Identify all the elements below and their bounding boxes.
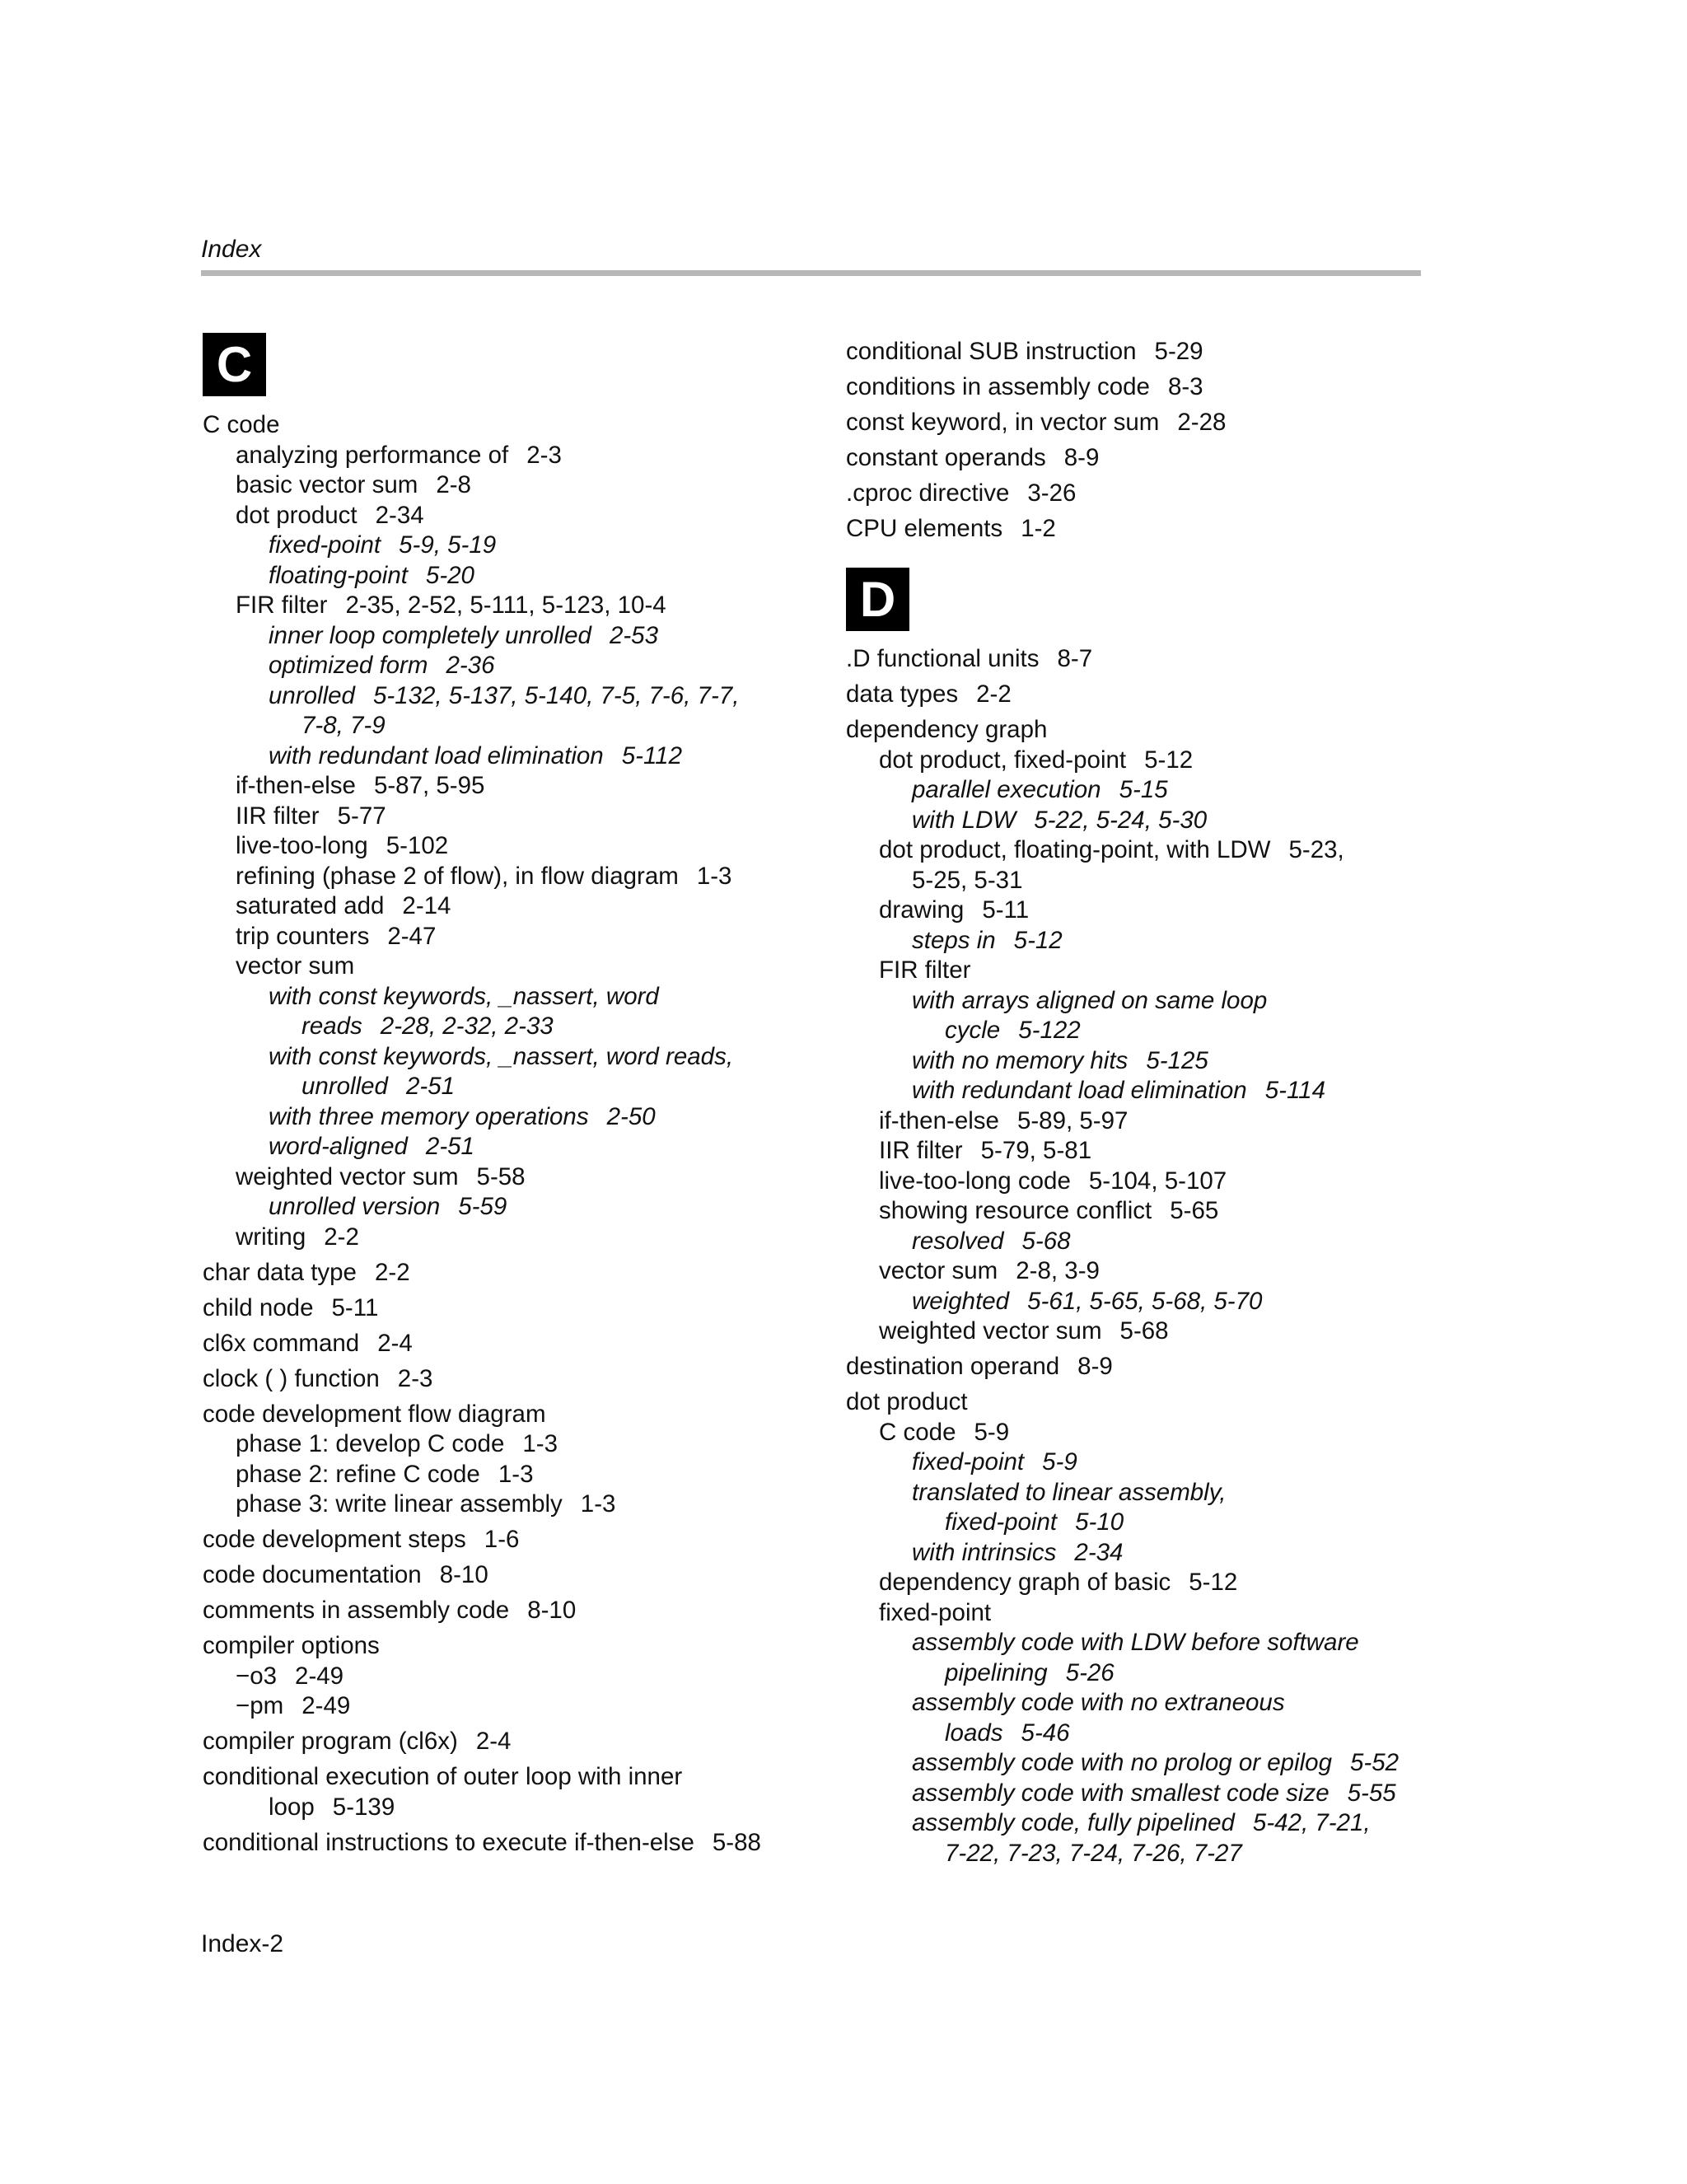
index-term: 7-22, 7-23, 7-24, 7-26, 7-27 — [945, 1840, 1242, 1867]
section-letter-c: C — [203, 333, 266, 396]
index-entry — [846, 442, 1099, 473]
index-term: vector sum — [879, 1257, 998, 1284]
index-entry — [846, 1045, 1208, 1076]
index-entry — [846, 1387, 968, 1417]
index-entry — [846, 643, 1092, 674]
index-term: with redundant load elimination — [269, 742, 604, 769]
index-term: IIR filter — [879, 1137, 963, 1164]
index-page-refs: 5-112 — [621, 742, 682, 769]
index-entry — [203, 1726, 511, 1756]
index-entry — [846, 1106, 1128, 1136]
index-entry — [203, 1101, 656, 1132]
index-term: constant operands — [846, 444, 1046, 471]
index-term: floating-point — [269, 562, 408, 589]
index-term: CPU elements — [846, 515, 1003, 542]
index-entry — [203, 1630, 380, 1661]
index-page-refs: 5-26 — [1065, 1659, 1115, 1686]
index-entry — [203, 440, 562, 470]
index-term: assembly code with no extraneous — [912, 1689, 1285, 1716]
index-term: resolved — [912, 1228, 1004, 1255]
index-entry — [203, 1041, 733, 1072]
index-page-refs: 5-61, 5-65, 5-68, 5-70 — [1027, 1288, 1263, 1315]
index-term: .D functional units — [846, 645, 1040, 672]
index-term: with three memory operations — [269, 1103, 589, 1130]
index-page-refs: 5-58 — [476, 1163, 526, 1190]
index-entry — [203, 500, 424, 531]
index-page-refs: 2-49 — [295, 1663, 344, 1690]
index-page-refs: 5-46 — [1021, 1719, 1070, 1747]
index-term: fixed-point — [945, 1508, 1058, 1536]
index-page-refs: 5-42, 7-21, — [1252, 1809, 1371, 1836]
index-entry — [846, 1166, 1227, 1196]
index-page-refs: 2-14 — [402, 892, 451, 919]
index-term: char data type — [203, 1259, 357, 1286]
index-entry — [203, 951, 354, 981]
index-term: dependency graph of basic — [879, 1569, 1171, 1596]
index-entry — [203, 530, 496, 560]
index-page-refs: 1-3 — [580, 1490, 616, 1518]
index-term: if-then-else — [236, 772, 356, 799]
index-entry — [846, 1286, 1262, 1316]
index-term: destination operand — [846, 1353, 1060, 1380]
index-term: assembly code with smallest code size — [912, 1779, 1330, 1807]
index-entry — [203, 1399, 546, 1429]
index-page-refs: 1-3 — [522, 1430, 558, 1457]
index-page-refs: 5-29 — [1154, 338, 1203, 365]
index-entry — [203, 801, 386, 831]
index-page-refs: 5-23, — [1288, 836, 1344, 863]
index-term: cycle — [945, 1017, 1001, 1044]
index-entry — [203, 1162, 526, 1192]
index-page-refs: 8-3 — [1167, 373, 1203, 400]
index-entry — [846, 407, 1226, 437]
index-term: fixed-point — [269, 531, 381, 559]
index-entry — [846, 1195, 1218, 1226]
index-entry — [203, 830, 448, 861]
index-page-refs: 5-55 — [1347, 1779, 1396, 1807]
running-head: Index — [201, 236, 262, 263]
index-term: phase 3: write linear assembly — [236, 1490, 563, 1518]
index-term: code development flow diagram — [203, 1401, 546, 1428]
index-entry — [203, 1761, 682, 1792]
index-term: drawing — [879, 896, 965, 924]
index-page-refs: 5-20 — [425, 562, 474, 589]
index-page-refs: 8-9 — [1063, 444, 1100, 471]
index-entry — [203, 1071, 455, 1101]
index-term: assembly code with no prolog or epilog — [912, 1749, 1332, 1776]
index-entry — [203, 981, 659, 1012]
index-entry — [846, 774, 1168, 805]
index-entry — [203, 590, 666, 620]
index-entry — [203, 770, 484, 801]
index-term: inner loop completely unrolled — [269, 622, 591, 649]
index-term: C code — [879, 1419, 956, 1446]
index-page-refs: 2-2 — [374, 1259, 410, 1286]
index-term: conditional SUB instruction — [846, 338, 1137, 365]
index-term: loads — [945, 1719, 1003, 1747]
index-entry — [846, 1838, 1242, 1868]
index-term: FIR filter — [879, 956, 971, 984]
index-page-refs: 5-87, 5-95 — [373, 772, 485, 799]
index-entry — [203, 650, 495, 680]
index-entry — [203, 861, 731, 891]
index-entry — [846, 1597, 991, 1628]
header-rule — [201, 270, 1421, 276]
index-page-refs: 5-15 — [1119, 776, 1168, 803]
index-page-refs: 5-102 — [386, 832, 449, 859]
index-term: phase 2: refine C code — [236, 1461, 480, 1488]
index-term: with no memory hits — [912, 1047, 1129, 1074]
index-entry — [846, 1351, 1113, 1382]
index-page-refs: 5-12 — [1144, 746, 1194, 774]
index-page-refs: 2-36 — [446, 652, 495, 679]
index-page-refs: 5-88 — [712, 1829, 761, 1856]
index-page-refs: 2-28 — [1177, 409, 1227, 436]
index-term: child node — [203, 1294, 314, 1321]
index-entry — [203, 1011, 554, 1041]
index-page-refs: 2-3 — [526, 442, 562, 469]
index-page-refs: 3-26 — [1027, 479, 1077, 507]
index-page-refs: 5-104, 5-107 — [1088, 1167, 1227, 1195]
index-entry — [203, 710, 386, 741]
index-page-refs: 2-8, 3-9 — [1016, 1257, 1100, 1284]
index-term: fixed-point — [912, 1448, 1025, 1475]
index-term: steps in — [912, 927, 996, 954]
index-page-refs: 5-22, 5-24, 5-30 — [1034, 807, 1208, 834]
index-entry — [846, 895, 1029, 925]
index-term: phase 1: develop C code — [236, 1430, 505, 1457]
index-term: C code — [203, 411, 280, 438]
index-entry — [846, 1627, 1359, 1658]
index-term: assembly code with LDW before software — [912, 1629, 1359, 1656]
index-term: saturated add — [236, 892, 385, 919]
index-term: live-too-long code — [879, 1167, 1071, 1195]
index-term: data types — [846, 680, 959, 708]
index-term: cl6x command — [203, 1330, 360, 1357]
index-term: with LDW — [912, 807, 1016, 834]
index-term: reads — [301, 1012, 362, 1040]
index-entry — [203, 1595, 576, 1625]
index-page-refs: 5-59 — [458, 1193, 507, 1220]
index-entry — [846, 1135, 1091, 1166]
index-entry — [846, 835, 1344, 865]
index-entry — [203, 560, 474, 591]
index-entry — [846, 714, 1047, 745]
index-term: unrolled version — [269, 1193, 441, 1220]
index-term: weighted vector sum — [879, 1317, 1102, 1345]
index-entry — [203, 891, 451, 921]
index-term: 5-25, 5-31 — [912, 867, 1023, 894]
index-term: −o3 — [236, 1663, 278, 1690]
index-term: dependency graph — [846, 716, 1048, 743]
index-page-refs: 2-28, 2-32, 2-33 — [380, 1012, 554, 1040]
index-page-refs: 5-12 — [1013, 927, 1063, 954]
index-term: comments in assembly code — [203, 1597, 510, 1624]
index-page-refs: 1-6 — [484, 1526, 520, 1553]
index-term: pipelining — [945, 1659, 1048, 1686]
index-term: translated to linear assembly, — [912, 1479, 1227, 1506]
index-page-refs: 1-3 — [498, 1461, 534, 1488]
index-entry — [846, 1537, 1123, 1568]
index-page-refs: 2-4 — [475, 1728, 512, 1755]
index-term: analyzing performance of — [236, 442, 509, 469]
index-entry — [846, 1658, 1115, 1688]
index-page-refs: 5-9 — [1042, 1448, 1077, 1475]
index-term: weighted — [912, 1288, 1010, 1315]
index-page-refs: 5-77 — [337, 802, 386, 830]
index-page-refs: 5-132, 5-137, 5-140, 7-5, 7-6, 7-7, — [372, 682, 740, 709]
index-term: writing — [236, 1223, 306, 1251]
index-page-refs: 2-47 — [387, 923, 437, 950]
index-entry — [203, 1191, 507, 1222]
index-term: clock ( ) function — [203, 1365, 380, 1392]
index-term: compiler program (cl6x) — [203, 1728, 458, 1755]
index-page-refs: 8-9 — [1077, 1353, 1113, 1380]
index-entry — [203, 470, 471, 500]
index-page-refs: 2-2 — [976, 680, 1012, 708]
index-entry — [846, 1015, 1081, 1045]
index-term: IIR filter — [236, 802, 320, 830]
index-term: dot product — [846, 1388, 968, 1415]
index-page-refs: 5-114 — [1264, 1077, 1325, 1104]
index-entry — [846, 513, 1056, 544]
index-term: conditional execution of outer loop with inner — [203, 1763, 683, 1790]
index-page-refs: 2-51 — [425, 1133, 474, 1160]
index-term: live-too-long — [236, 832, 368, 859]
index-entry — [203, 1363, 432, 1394]
index-term: with redundant load elimination — [912, 1077, 1247, 1104]
index-entry — [846, 955, 970, 985]
index-page-refs: 5-11 — [982, 896, 1030, 924]
index-entry — [203, 680, 739, 711]
index-term: unrolled — [301, 1073, 388, 1100]
index-page-refs: 8-10 — [527, 1597, 577, 1624]
index-entry — [203, 1560, 488, 1590]
index-entry — [846, 745, 1193, 775]
index-entry — [846, 865, 1022, 896]
index-entry — [203, 1792, 395, 1822]
index-term: code documentation — [203, 1561, 422, 1588]
index-entry — [203, 620, 658, 651]
index-entry — [203, 1827, 761, 1858]
index-entry — [846, 1417, 1009, 1447]
index-page-refs: 2-2 — [324, 1223, 359, 1251]
index-entry — [846, 1256, 1100, 1286]
index-term: dot product, floating-point, with LDW — [879, 836, 1271, 863]
index-entry — [846, 1075, 1325, 1106]
index-term: 7-8, 7-9 — [301, 712, 386, 739]
index-entry — [203, 1459, 533, 1490]
index-entry — [846, 336, 1203, 367]
index-entry — [203, 1489, 615, 1519]
index-page-refs: 2-49 — [301, 1692, 351, 1719]
index-entry — [203, 1328, 413, 1359]
index-page-refs: 5-89, 5-97 — [1016, 1107, 1129, 1134]
index-page-refs: 5-122 — [1018, 1017, 1081, 1044]
index-page-refs: 8-10 — [439, 1561, 488, 1588]
index-term: const keyword, in vector sum — [846, 409, 1160, 436]
index-page-refs: 1-2 — [1021, 515, 1056, 542]
index-term: conditions in assembly code — [846, 373, 1150, 400]
index-page-refs: 5-68 — [1119, 1317, 1169, 1345]
index-page-refs: 5-65 — [1170, 1197, 1219, 1224]
index-entry — [203, 1222, 359, 1252]
index-term: optimized form — [269, 652, 428, 679]
index-entry — [846, 1316, 1169, 1346]
index-page-refs: 1-3 — [696, 863, 732, 890]
index-page-refs: 2-3 — [397, 1365, 433, 1392]
index-term: dot product — [236, 502, 357, 529]
index-page-refs: 5-10 — [1075, 1508, 1124, 1536]
index-term: weighted vector sum — [236, 1163, 459, 1190]
index-term: conditional instructions to execute if-then-else — [203, 1829, 694, 1856]
index-page-refs: 2-35, 2-52, 5-111, 5-123, 10-4 — [345, 592, 666, 619]
index-entry — [203, 1691, 350, 1721]
index-term: FIR filter — [236, 592, 328, 619]
index-term: unrolled — [269, 682, 355, 709]
index-entry — [846, 478, 1076, 508]
index-page-refs: 2-53 — [609, 622, 658, 649]
index-term: if-then-else — [879, 1107, 999, 1134]
index-page-refs: 5-79, 5-81 — [980, 1137, 1092, 1164]
index-term: loop — [269, 1793, 315, 1821]
index-entry — [846, 372, 1203, 402]
section-letter-d: D — [846, 568, 909, 631]
index-entry — [203, 1661, 343, 1691]
index-term: showing resource conflict — [879, 1197, 1152, 1224]
index-page-refs: 2-51 — [405, 1073, 456, 1100]
index-term: dot product, fixed-point — [879, 746, 1127, 774]
index-term: fixed-point — [879, 1599, 992, 1626]
index-term: trip counters — [236, 923, 370, 950]
index-term: −pm — [236, 1692, 284, 1719]
index-entry — [203, 921, 436, 952]
index-term: compiler options — [203, 1632, 380, 1659]
index-entry — [846, 1477, 1227, 1508]
index-page-refs: 5-12 — [1189, 1569, 1238, 1596]
index-entry — [846, 1687, 1285, 1718]
index-page-refs: 5-68 — [1021, 1228, 1071, 1255]
index-page-refs: 2-34 — [1074, 1539, 1124, 1566]
index-term: .cproc directive — [846, 479, 1010, 507]
index-entry — [203, 1131, 474, 1162]
index-entry — [846, 1507, 1124, 1537]
index-entry — [846, 1718, 1070, 1748]
index-entry — [203, 1429, 558, 1459]
index-entry — [846, 925, 1063, 956]
index-entry — [846, 1226, 1071, 1256]
index-entry — [203, 1524, 519, 1555]
index-entry — [203, 1257, 410, 1288]
index-entry — [846, 679, 1012, 709]
index-term: with const keywords, _nassert, word — [269, 983, 659, 1010]
page-number: Index-2 — [201, 1930, 284, 1957]
index-page-refs: 5-9 — [974, 1419, 1010, 1446]
index-entry — [846, 1567, 1237, 1597]
index-page-refs: 5-9, 5-19 — [399, 531, 497, 559]
index-page-refs: 2-50 — [606, 1103, 656, 1130]
index-page-refs: 5-52 — [1349, 1749, 1400, 1776]
index-entry — [203, 409, 279, 440]
index-entry — [846, 1778, 1396, 1808]
index-term: code development steps — [203, 1526, 466, 1553]
index-entry — [846, 1747, 1399, 1778]
index-entry — [846, 1447, 1077, 1477]
index-term: refining (phase 2 of flow), in flow diagram — [236, 863, 679, 890]
index-entry — [846, 805, 1207, 835]
index-page-refs: 8-7 — [1057, 645, 1093, 672]
index-page-refs: 2-4 — [377, 1330, 413, 1357]
index-page-refs: 2-8 — [436, 471, 471, 498]
index-term: parallel execution — [912, 776, 1101, 803]
index-page-refs: 5-11 — [331, 1294, 379, 1321]
index-entry — [846, 985, 1267, 1016]
index-page-refs: 5-139 — [332, 1793, 395, 1821]
index-term: with const keywords, _nassert, word reads, — [269, 1043, 734, 1070]
index-entry — [203, 1293, 378, 1323]
index-entry — [203, 741, 682, 771]
index-term: with arrays aligned on same loop — [912, 987, 1268, 1014]
index-term: vector sum — [236, 952, 355, 980]
index-term: assembly code, fully pipelined — [912, 1809, 1235, 1836]
index-page-refs: 2-34 — [375, 502, 424, 529]
index-entry — [846, 1808, 1371, 1838]
index-page-refs: 5-125 — [1146, 1047, 1208, 1074]
index-term: basic vector sum — [236, 471, 418, 498]
index-term: with intrinsics — [912, 1539, 1057, 1566]
index-term: word-aligned — [269, 1133, 408, 1160]
